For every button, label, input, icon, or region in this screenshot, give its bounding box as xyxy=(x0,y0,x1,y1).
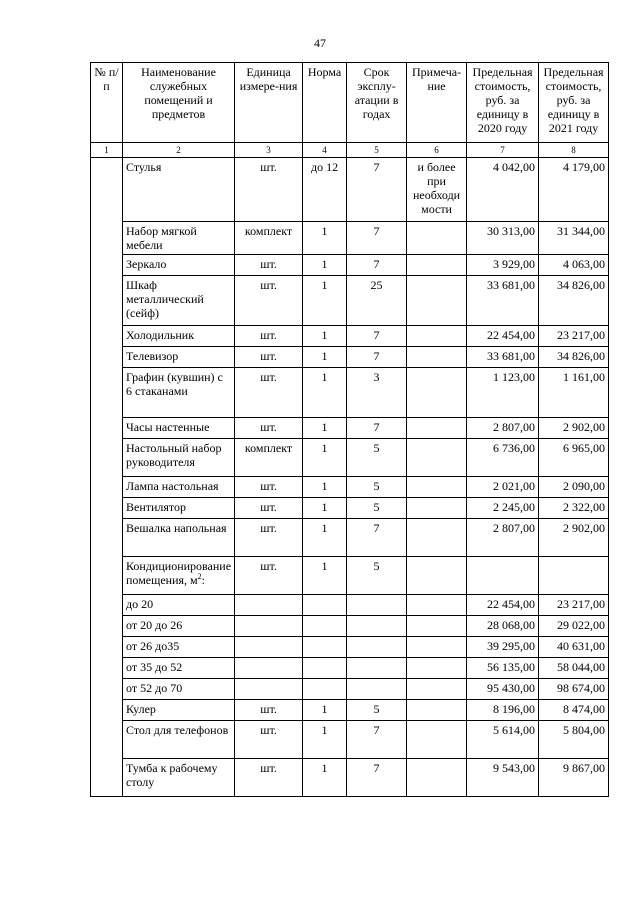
unit-cell xyxy=(235,679,303,700)
price-2021-cell: 2 902,00 xyxy=(539,519,609,557)
table-row xyxy=(91,255,609,276)
item-name-cell: Вентилятор xyxy=(123,498,235,519)
price-2021-cell: 2 902,00 xyxy=(539,418,609,439)
norm-cell xyxy=(303,658,347,679)
price-2021-cell: 5 804,00 xyxy=(539,721,609,759)
term-cell: 7 xyxy=(347,222,407,255)
table-row xyxy=(91,759,609,797)
price-2021-cell: 40 631,00 xyxy=(539,637,609,658)
term-cell: 7 xyxy=(347,255,407,276)
note-cell xyxy=(407,347,467,368)
superscript: 2 xyxy=(197,572,202,581)
price-2020-cell: 1 123,00 xyxy=(467,368,539,418)
table-row xyxy=(91,347,609,368)
note-cell xyxy=(407,595,467,616)
price-2020-cell: 30 313,00 xyxy=(467,222,539,255)
term-cell: 5 xyxy=(347,477,407,498)
term-cell xyxy=(347,679,407,700)
price-2021-cell: 6 965,00 xyxy=(539,439,609,477)
price-2020-cell: 5 614,00 xyxy=(467,721,539,759)
header-col-number: № п/п xyxy=(91,63,123,143)
item-name-cell: Стулья xyxy=(123,158,235,222)
price-2021-cell: 2 322,00 xyxy=(539,498,609,519)
norm-cell: 1 xyxy=(303,255,347,276)
table-row xyxy=(91,158,609,222)
item-name-cell: Шкаф металлический (сейф) xyxy=(123,276,235,326)
note-cell xyxy=(407,616,467,637)
price-2020-cell: 22 454,00 xyxy=(467,326,539,347)
price-2021-cell: 34 826,00 xyxy=(539,276,609,326)
unit-cell xyxy=(235,595,303,616)
item-name-cell: Зеркало xyxy=(123,255,235,276)
note-cell xyxy=(407,276,467,326)
note-cell xyxy=(407,418,467,439)
note-cell xyxy=(407,498,467,519)
price-2021-cell xyxy=(539,557,609,595)
item-name-cell: Лампа настольная xyxy=(123,477,235,498)
item-name-cell: Телевизор xyxy=(123,347,235,368)
column-number: 3 xyxy=(235,143,303,158)
unit-cell: шт. xyxy=(235,721,303,759)
norm-cell: 1 xyxy=(303,557,347,595)
note-cell: и более при необходи мости xyxy=(407,158,467,222)
term-cell: 7 xyxy=(347,721,407,759)
note-cell xyxy=(407,255,467,276)
item-name-cell: Часы настенные xyxy=(123,418,235,439)
item-name-cell: от 26 до35 xyxy=(123,637,235,658)
item-name-cell xyxy=(123,557,235,595)
item-name-text: Кондиционирование помещения, м xyxy=(126,559,232,587)
price-2020-cell: 6 736,00 xyxy=(467,439,539,477)
price-2020-cell: 2 807,00 xyxy=(467,519,539,557)
price-2020-cell xyxy=(467,557,539,595)
price-2021-cell: 34 826,00 xyxy=(539,347,609,368)
price-2020-cell: 3 929,00 xyxy=(467,255,539,276)
price-2020-cell: 95 430,00 xyxy=(467,679,539,700)
header-col-unit: Единица измере-ния xyxy=(235,63,303,143)
norm-cell: 1 xyxy=(303,439,347,477)
term-cell: 3 xyxy=(347,368,407,418)
table-row xyxy=(91,498,609,519)
term-cell: 7 xyxy=(347,326,407,347)
unit-cell: шт. xyxy=(235,255,303,276)
unit-cell: шт. xyxy=(235,368,303,418)
unit-cell: шт. xyxy=(235,557,303,595)
price-2021-cell: 4 179,00 xyxy=(539,158,609,222)
price-2021-cell: 98 674,00 xyxy=(539,679,609,700)
table-row xyxy=(91,477,609,498)
note-cell xyxy=(407,759,467,797)
norm-cell: 1 xyxy=(303,368,347,418)
norm-cell: 1 xyxy=(303,498,347,519)
table-row xyxy=(91,439,609,477)
unit-cell xyxy=(235,616,303,637)
note-cell xyxy=(407,721,467,759)
unit-cell xyxy=(235,658,303,679)
unit-cell: шт. xyxy=(235,158,303,222)
norm-cell: 1 xyxy=(303,276,347,326)
price-2020-cell: 39 295,00 xyxy=(467,637,539,658)
item-name-cell: Вешалка напольная xyxy=(123,519,235,557)
table-row xyxy=(91,368,609,418)
header-col-note: Примеча-ние xyxy=(407,63,467,143)
unit-cell: шт. xyxy=(235,700,303,721)
note-cell xyxy=(407,679,467,700)
item-name-cell: от 52 до 70 xyxy=(123,679,235,700)
norm-cell: 1 xyxy=(303,222,347,255)
term-cell: 5 xyxy=(347,557,407,595)
unit-cell: шт. xyxy=(235,276,303,326)
table-row xyxy=(91,222,609,255)
table-row xyxy=(91,557,609,595)
table-row xyxy=(91,616,609,637)
unit-cell: комплект xyxy=(235,439,303,477)
term-cell xyxy=(347,637,407,658)
column-number: 8 xyxy=(539,143,609,158)
page-number: 47 xyxy=(314,36,326,50)
price-2021-cell: 23 217,00 xyxy=(539,326,609,347)
note-cell xyxy=(407,557,467,595)
item-name-cell: Стол для телефонов xyxy=(123,721,235,759)
item-name-cell: Настольный набор руководителя xyxy=(123,439,235,477)
norm-cell: 1 xyxy=(303,700,347,721)
item-name-cell: Набор мягкой мебели xyxy=(123,222,235,255)
column-number: 2 xyxy=(123,143,235,158)
norm-cell: 1 xyxy=(303,418,347,439)
table-row xyxy=(91,679,609,700)
table-row xyxy=(91,276,609,326)
column-number: 5 xyxy=(347,143,407,158)
column-number: 7 xyxy=(467,143,539,158)
price-2021-cell: 31 344,00 xyxy=(539,222,609,255)
term-cell: 5 xyxy=(347,498,407,519)
price-2020-cell: 2 021,00 xyxy=(467,477,539,498)
term-cell xyxy=(347,658,407,679)
price-2020-cell: 22 454,00 xyxy=(467,595,539,616)
price-2020-cell: 33 681,00 xyxy=(467,276,539,326)
note-cell xyxy=(407,637,467,658)
price-2020-cell: 4 042,00 xyxy=(467,158,539,222)
price-2020-cell: 2 245,00 xyxy=(467,498,539,519)
unit-cell: шт. xyxy=(235,347,303,368)
price-2020-cell: 33 681,00 xyxy=(467,347,539,368)
price-2021-cell: 58 044,00 xyxy=(539,658,609,679)
price-2021-cell: 8 474,00 xyxy=(539,700,609,721)
item-name-cell: до 20 xyxy=(123,595,235,616)
note-cell xyxy=(407,519,467,557)
norm-cell: 1 xyxy=(303,721,347,759)
price-2021-cell: 4 063,00 xyxy=(539,255,609,276)
unit-cell: шт. xyxy=(235,519,303,557)
term-cell: 7 xyxy=(347,347,407,368)
term-cell xyxy=(347,595,407,616)
table-row xyxy=(91,418,609,439)
header-row xyxy=(91,63,609,143)
norm-cell xyxy=(303,637,347,658)
norm-cell xyxy=(303,616,347,637)
table-row xyxy=(91,637,609,658)
norm-cell xyxy=(303,595,347,616)
item-name-cell: Графин (кувшин) с 6 стаканами xyxy=(123,368,235,418)
norm-cell: 1 xyxy=(303,347,347,368)
price-2020-cell: 8 196,00 xyxy=(467,700,539,721)
price-2021-cell: 9 867,00 xyxy=(539,759,609,797)
term-cell: 5 xyxy=(347,700,407,721)
table-row xyxy=(91,326,609,347)
term-cell: 25 xyxy=(347,276,407,326)
row-number-cell xyxy=(91,158,123,797)
column-number: 6 xyxy=(407,143,467,158)
header-col-price-2020: Предельная стоимость, руб. за единицу в 2020 году xyxy=(467,63,539,143)
item-name-suffix: : xyxy=(201,573,205,587)
item-name-cell: Холодильник xyxy=(123,326,235,347)
price-2020-cell: 28 068,00 xyxy=(467,616,539,637)
note-cell xyxy=(407,658,467,679)
price-2021-cell: 1 161,00 xyxy=(539,368,609,418)
term-cell: 7 xyxy=(347,519,407,557)
note-cell xyxy=(407,700,467,721)
unit-cell: шт. xyxy=(235,498,303,519)
item-name-cell: от 35 до 52 xyxy=(123,658,235,679)
term-cell xyxy=(347,616,407,637)
unit-cell: комплект xyxy=(235,222,303,255)
term-cell: 7 xyxy=(347,418,407,439)
table-row xyxy=(91,700,609,721)
unit-cell: шт. xyxy=(235,418,303,439)
price-2021-cell: 2 090,00 xyxy=(539,477,609,498)
norm-cell: 1 xyxy=(303,477,347,498)
term-cell: 7 xyxy=(347,158,407,222)
table-row xyxy=(91,658,609,679)
header-col-name: Наименование служебных помещений и предметов xyxy=(123,63,235,143)
note-cell xyxy=(407,439,467,477)
item-name-cell: от 20 до 26 xyxy=(123,616,235,637)
note-cell xyxy=(407,326,467,347)
price-2020-cell: 2 807,00 xyxy=(467,418,539,439)
price-2020-cell: 9 543,00 xyxy=(467,759,539,797)
column-number: 1 xyxy=(91,143,123,158)
column-number: 4 xyxy=(303,143,347,158)
unit-cell: шт. xyxy=(235,326,303,347)
table-row xyxy=(91,519,609,557)
price-2020-cell: 56 135,00 xyxy=(467,658,539,679)
header-col-term: Срок эксплу-атации в годах xyxy=(347,63,407,143)
norm-cell: 1 xyxy=(303,519,347,557)
term-cell: 7 xyxy=(347,759,407,797)
norm-cell: 1 xyxy=(303,759,347,797)
norms-table xyxy=(90,62,609,797)
unit-cell: шт. xyxy=(235,477,303,498)
norm-cell: до 12 xyxy=(303,158,347,222)
price-2021-cell: 29 022,00 xyxy=(539,616,609,637)
item-name-cell: Кулер xyxy=(123,700,235,721)
norm-cell xyxy=(303,679,347,700)
unit-cell xyxy=(235,637,303,658)
price-2021-cell: 23 217,00 xyxy=(539,595,609,616)
unit-cell: шт. xyxy=(235,759,303,797)
item-name-cell: Тумба к рабочему столу xyxy=(123,759,235,797)
term-cell: 5 xyxy=(347,439,407,477)
note-cell xyxy=(407,222,467,255)
table-body xyxy=(91,158,609,797)
note-cell xyxy=(407,368,467,418)
table-row xyxy=(91,721,609,759)
header-col-price-2021: Предельная стоимость, руб. за единицу в 2021 году xyxy=(539,63,609,143)
header-col-norm: Норма xyxy=(303,63,347,143)
table-row xyxy=(91,595,609,616)
norm-cell: 1 xyxy=(303,326,347,347)
note-cell xyxy=(407,477,467,498)
column-number-row xyxy=(91,143,609,158)
